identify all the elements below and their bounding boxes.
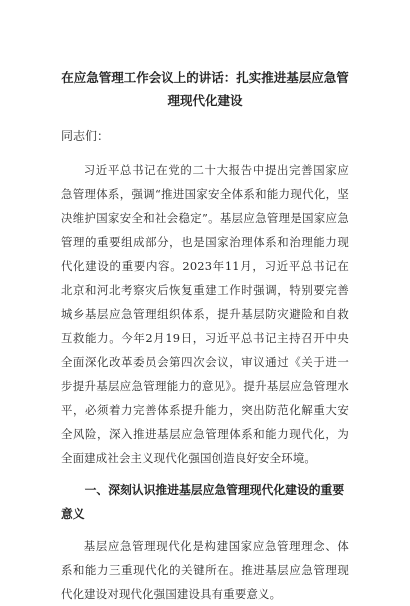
section-heading: 一、深刻认识推进基层应急管理现代化建设的重要意义	[61, 483, 345, 521]
salutation: 同志们：	[61, 129, 110, 143]
section-paragraph: 基层应急管理现代化是构建国家应急管理理念、体系和能力三重现代化的关键所在。推进基层应急管理现代化建设对现代化强国建设具有重要意义。	[61, 539, 349, 601]
document-title: 在应急管理工作会议上的讲话：扎实推进基层应急管理现代化建设	[61, 70, 349, 108]
body-paragraph: 习近平总书记在党的二十大报告中提出完善国家应急管理体系，强调“推进国家安全体系和能力现代化，坚决维护国家安全和社会稳定”。基层应急管理是国家应急管理的重要组成部分，也是国家治理体系和治理能力现代化建设的重要内容。2023年11月，习近平总书记在北京和河北考察灾后恢复重建工作时强调，特别要完善城乡基层应急管理组织体系，提升基层防灾避险和自救互救能力。今年2月19日，习近平总书记主持召开中央全面深化改革委员会第四次会议，审议通过《关于进一步提升基层应急管理能力的意见》。提升基层应急管理水平，必须着力完善体系提升能力，突出防范化解重大安全风险，深入推进基层应急管理体系和能力现代化，为全面建成社会主义现代化强国创造良好安全环境。	[61, 163, 349, 465]
